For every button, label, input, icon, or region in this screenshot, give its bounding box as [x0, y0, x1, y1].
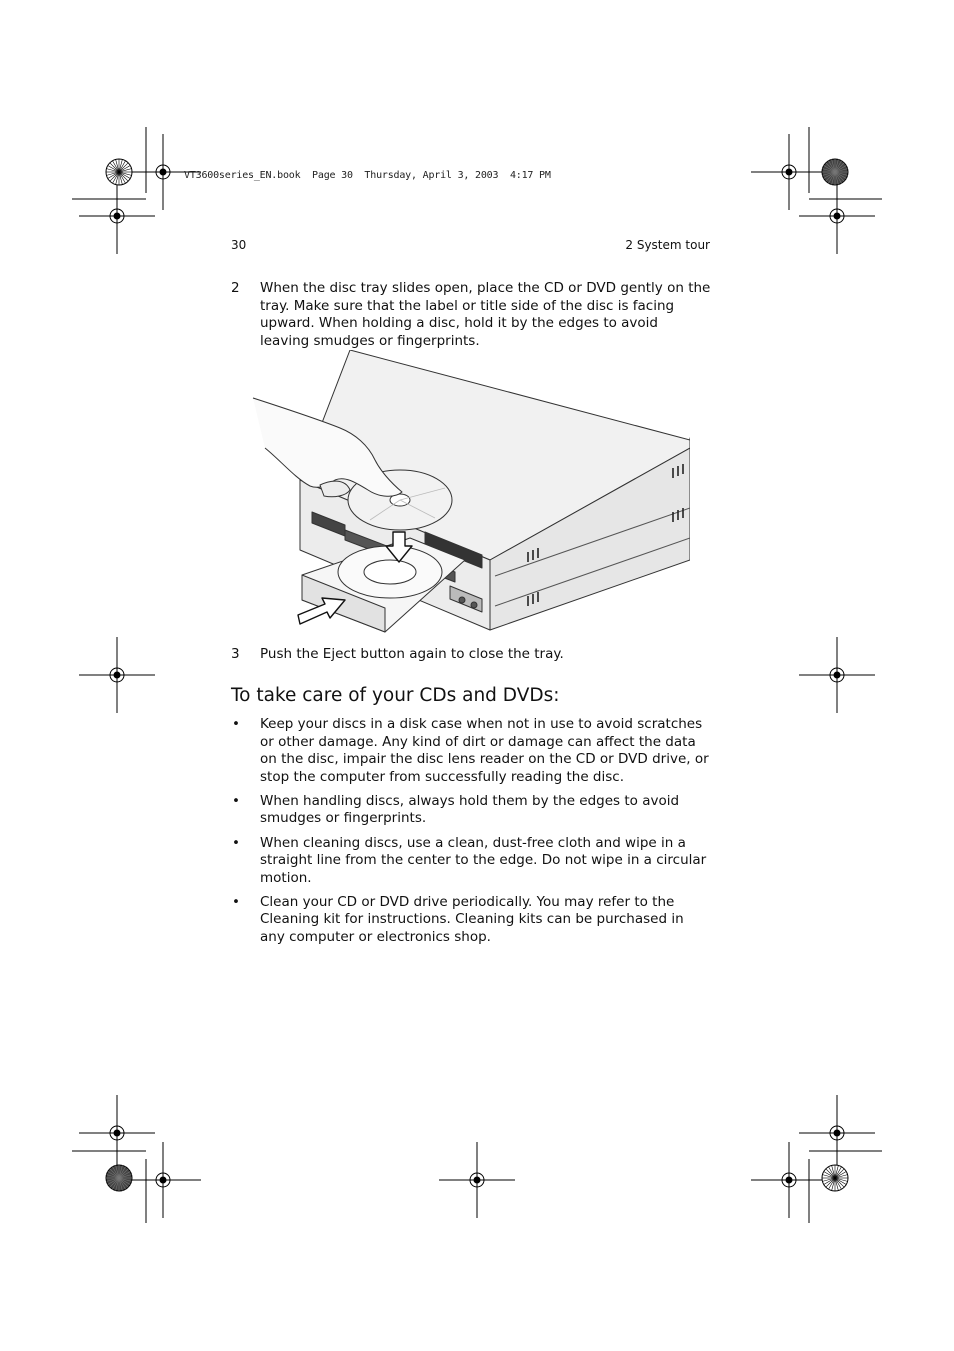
step-number: 3 — [231, 646, 240, 662]
crosshair-mark — [79, 1095, 155, 1171]
step-3 — [231, 646, 711, 664]
bullet-icon: • — [232, 716, 240, 732]
crosshair-mark — [79, 178, 155, 254]
page-number: 30 — [231, 238, 247, 252]
bullet-icon: • — [232, 893, 240, 910]
crosshair-mark — [125, 1142, 201, 1218]
crosshair-mark — [799, 1095, 875, 1171]
section-heading: To take care of your CDs and DVDs: — [231, 685, 560, 706]
list-item — [231, 793, 711, 828]
bullet-icon: • — [232, 834, 240, 851]
starburst-mark — [822, 159, 848, 185]
starburst-mark — [106, 159, 132, 185]
list-item-text: When cleaning discs, use a clean, dust-free cloth and wipe in a straight line from the center to the edge. Do not wipe in a circular motion. — [260, 834, 707, 886]
list-item — [231, 894, 711, 947]
list-item-text: Keep your discs in a disk case when not in use to avoid scratches or other damage. Any kind of dirt or damage can affect the data on the disc, impair the disc lens reader on the CD or DVD drive, or stop the computer from successfully reading the disc. — [260, 716, 709, 785]
starburst-mark — [106, 1165, 132, 1191]
step-text: Push the Eject button again to close the tray. — [260, 646, 564, 662]
step-number: 2 — [231, 280, 240, 296]
list-item — [231, 835, 711, 888]
list-item-text: Clean your CD or DVD drive periodically. You may refer to the Cleaning kit for instructions. Cleaning kits can be purchased in any computer or electronics shop. — [260, 893, 684, 946]
list-item — [231, 716, 711, 786]
disc-tray-illustration — [250, 350, 690, 636]
starburst-mark — [822, 1165, 848, 1191]
print-slug: VT3600series_EN.book Page 30 Thursday, April 3, 2003 4:17 PM — [184, 170, 551, 181]
care-tips-list — [231, 716, 711, 953]
crosshair-mark — [439, 1142, 515, 1218]
crosshair-mark — [79, 637, 155, 713]
list-item-text: When handling discs, always hold them by the edges to avoid smudges or fingerprints. — [260, 792, 680, 827]
crosshair-mark — [751, 1142, 827, 1218]
step-2 — [231, 280, 711, 350]
crosshair-mark — [799, 178, 875, 254]
chapter-title: 2 System tour — [625, 238, 710, 252]
step-text: When the disc tray slides open, place the CD or DVD gently on the tray. Make sure that the label or title side of the disc is facing upward. When holding a disc, hold it by the edges to avoid leaving smudges or fingerprints. — [260, 280, 711, 349]
bullet-icon: • — [232, 792, 240, 809]
crosshair-mark — [799, 637, 875, 713]
